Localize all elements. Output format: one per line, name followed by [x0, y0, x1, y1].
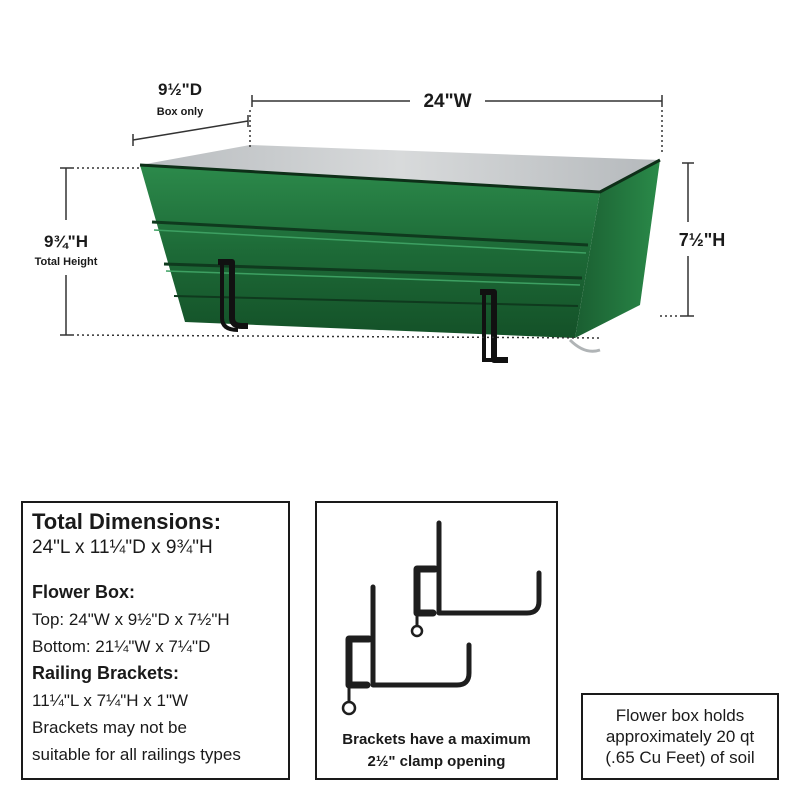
depth-label: 9½"D	[158, 80, 202, 99]
flower-box-top: Top: 24"W x 9½"D x 7½"H	[32, 610, 230, 629]
box-height-label: 7½"H	[678, 230, 726, 250]
capacity-line-2: approximately 20 qt	[605, 727, 755, 746]
brackets-heading: Railing Brackets:	[32, 663, 180, 683]
bracket-caption-1: Brackets have a maximum	[342, 731, 531, 748]
specs-title: Total Dimensions:	[32, 509, 222, 534]
bracket-caption-2: 2½" clamp opening	[367, 753, 506, 770]
total-height-label: 9¾"H	[44, 232, 88, 251]
brackets-note-2: suitable for all railings types	[32, 745, 241, 764]
flower-box-bottom: Bottom: 21¼"W x 7¼"D	[32, 637, 211, 656]
capacity-line-1: Flower box holds	[615, 706, 745, 725]
capacity-line-3: (.65 Cu Feet) of soil	[605, 748, 755, 767]
width-label: 24"W	[423, 91, 472, 112]
specs-total: 24"L x 11¼"D x 9¾"H	[32, 537, 213, 558]
flower-box-heading: Flower Box:	[32, 582, 136, 602]
specs-panel	[21, 501, 290, 780]
brackets-size: 11¼"L x 7¼"H x 1"W	[32, 691, 189, 710]
brackets-note-1: Brackets may not be	[32, 718, 187, 737]
back-bracket	[439, 523, 539, 613]
total-height-note: Total Height	[34, 256, 98, 268]
front-bracket	[373, 587, 469, 685]
brackets-panel	[315, 501, 558, 780]
capacity-panel	[581, 693, 779, 780]
planter-front	[140, 165, 600, 338]
depth-note: Box only	[156, 106, 204, 118]
